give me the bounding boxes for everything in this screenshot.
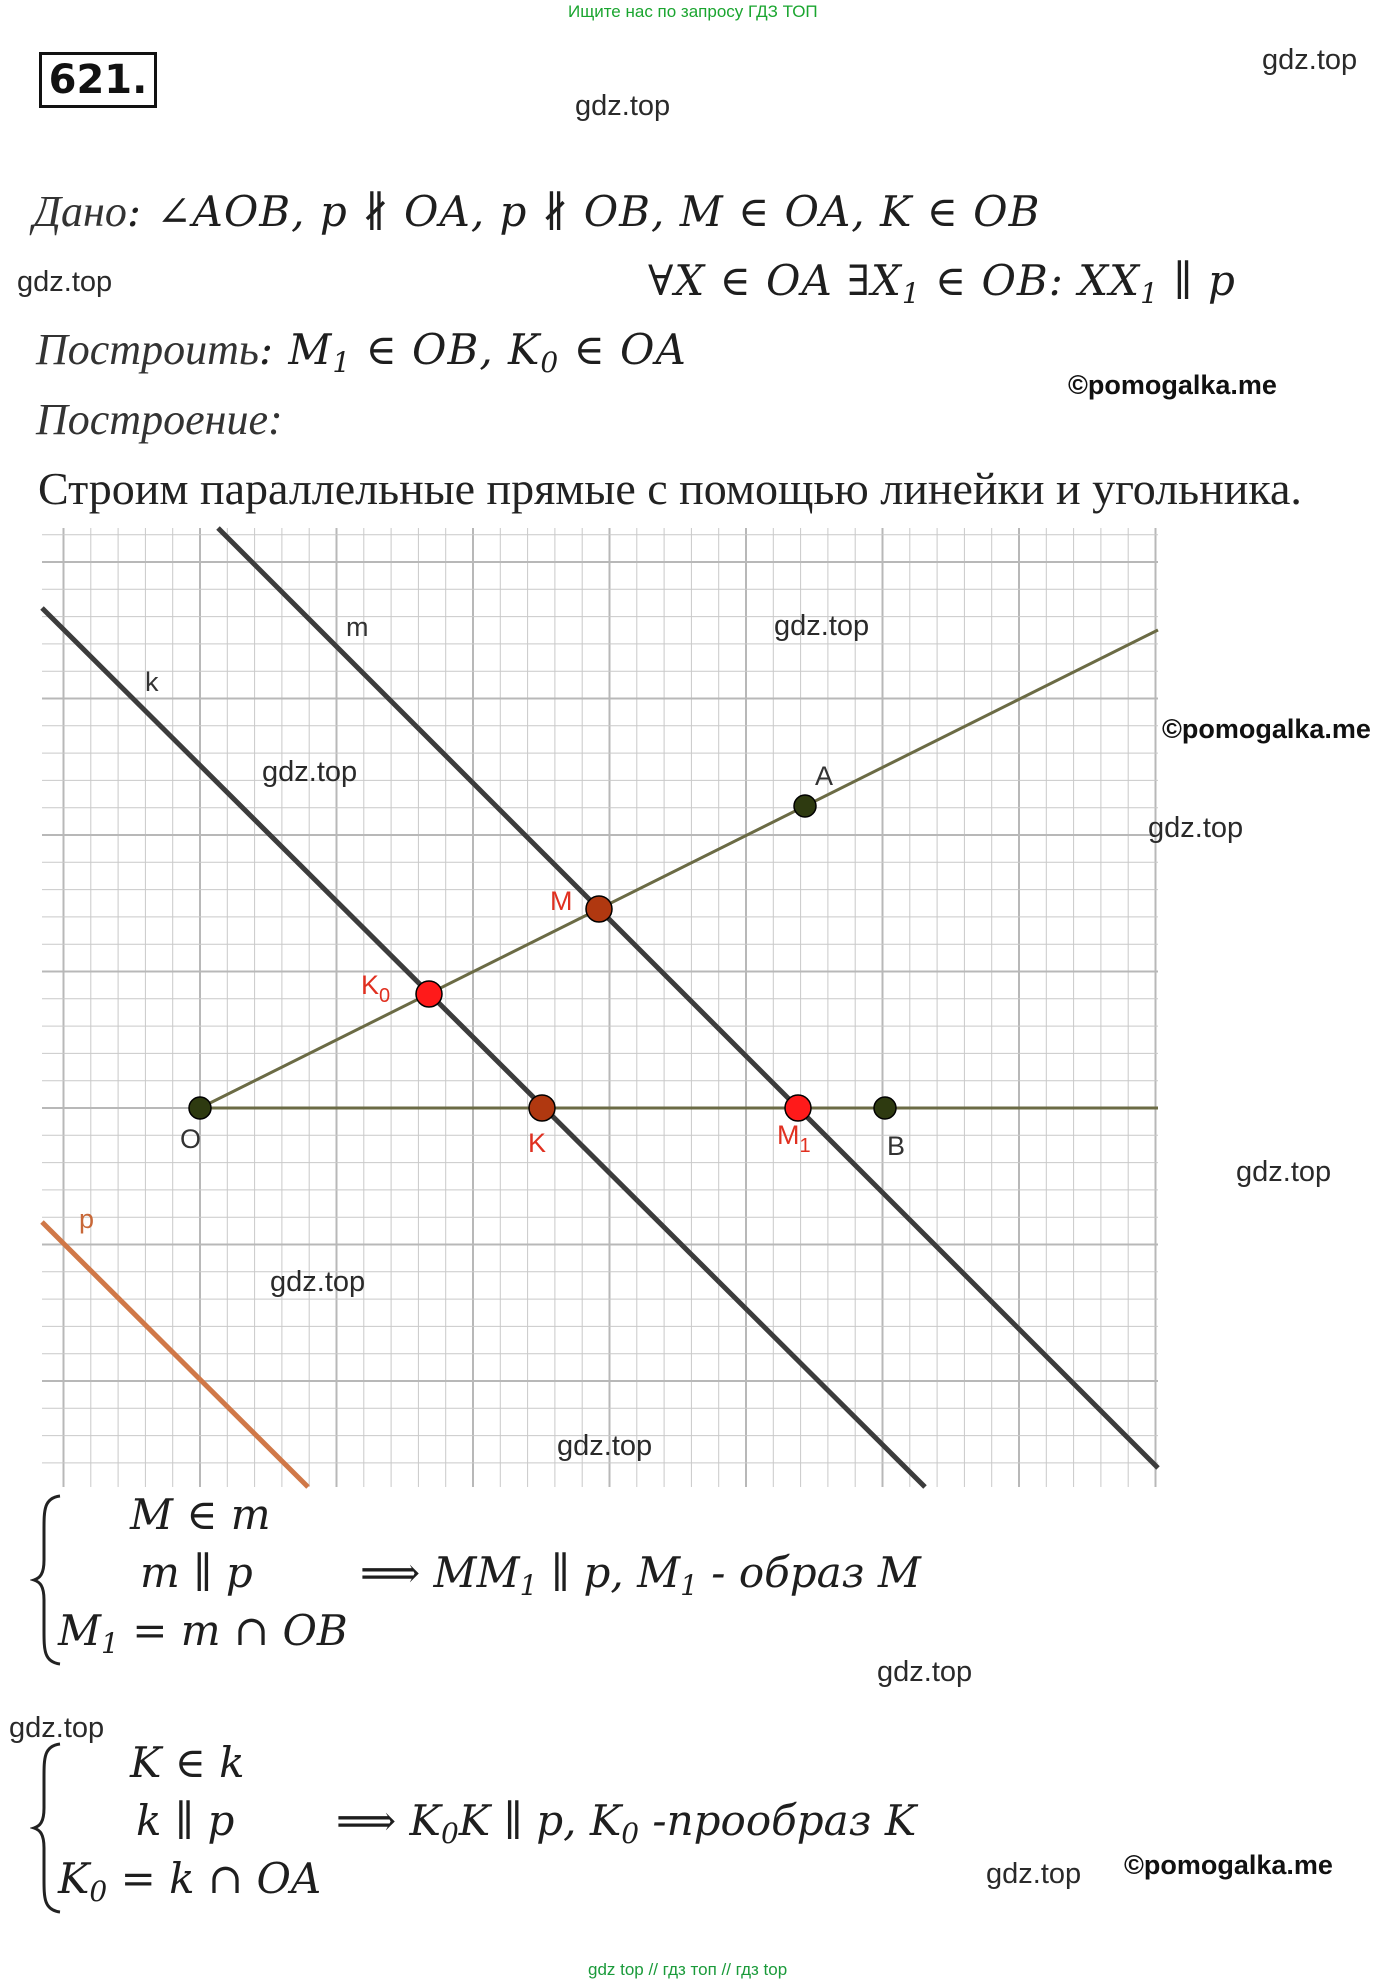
system-1-row-1: M ∈ m	[130, 1490, 271, 1539]
watermark-pomogalka: ©pomogalka.me	[1162, 714, 1371, 744]
point-M1	[785, 1095, 811, 1121]
point-O	[189, 1097, 211, 1119]
label-p: p	[79, 1204, 95, 1234]
given-condition: ∀X ∈ OA $\exists X_1$ ∈ OB: $XX_1$ ∥ p	[648, 256, 1236, 310]
system-2-row-1: K ∈ k	[130, 1738, 245, 1787]
system-1	[30, 1490, 1030, 1670]
problem-number: 621.	[39, 52, 157, 108]
construct-label: Построить	[36, 325, 259, 374]
watermark-pomogalka: ©pomogalka.me	[1124, 1850, 1333, 1880]
watermark-gdz: gdz.top	[1236, 1156, 1332, 1188]
point-K	[529, 1095, 555, 1121]
line-p	[42, 1222, 308, 1487]
point-B	[874, 1097, 896, 1119]
system-2	[30, 1738, 1030, 1918]
label-O: O	[180, 1124, 202, 1154]
label-m: m	[346, 612, 369, 642]
system-1-row-3: $M_1 = m$ ∩ OB	[58, 1606, 348, 1660]
label-k: k	[145, 667, 159, 697]
label-K0: $K_0$	[361, 970, 391, 1007]
watermark-gdz: gdz.top	[1148, 812, 1244, 844]
watermark-gdz: gdz.top	[877, 1656, 973, 1688]
system-2-row-2: k ∥ p	[136, 1796, 235, 1845]
construction-label: Построение	[36, 395, 268, 444]
point-A	[794, 795, 816, 817]
watermark-gdz: gdz.top	[774, 610, 870, 642]
watermark-gdz: gdz.top	[9, 1712, 105, 1744]
given-text: : ∠AOB, p ∦ OA, p ∦ OB, M ∈ OA, K ∈ OB	[126, 187, 1041, 236]
given-label: Дано	[33, 187, 127, 236]
label-B: B	[887, 1131, 906, 1161]
point-M	[586, 896, 612, 922]
footer-links: gdz top // гдз топ // гдз top	[588, 1960, 788, 1979]
system-1-result: ⟹ $MM_1$ ∥ p, $M_1$ - образ M	[360, 1548, 921, 1602]
watermark-gdz: gdz.top	[986, 1858, 1082, 1890]
line-m	[218, 528, 1158, 1468]
point-K0	[416, 981, 442, 1007]
system-2-result: ⟹ $K_0K$ ∥ p, $K_0$ -прообраз K	[336, 1796, 917, 1850]
ray-OA	[200, 630, 1158, 1108]
system-1-row-2: m ∥ p	[140, 1548, 253, 1597]
construction-heading: Построение:	[36, 395, 283, 444]
search-hint: Ищите нас по запросу ГДЗ ТОП	[568, 2, 818, 21]
label-K: K	[528, 1128, 547, 1158]
watermark-gdz: gdz.top	[17, 266, 113, 298]
label-M: M	[550, 886, 573, 916]
watermark-gdz: gdz.top	[262, 756, 358, 788]
grid	[42, 528, 1158, 1487]
system-2-row-3: $K_0 = k$ ∩ OA	[58, 1854, 322, 1908]
watermark-gdz: gdz.top	[1262, 44, 1358, 76]
watermark-gdz: gdz.top	[270, 1266, 366, 1298]
construct-line: Построить: M1 ∈ OB, K0 ∈ OA	[36, 325, 687, 379]
label-M1: $M_1$	[777, 1120, 811, 1157]
watermark-pomogalka: ©pomogalka.me	[1068, 370, 1277, 400]
label-A: A	[815, 761, 834, 791]
watermark-gdz: gdz.top	[575, 90, 671, 122]
construction-sentence: Строим параллельные прямые с помощью линейки и угольника.	[38, 463, 1302, 514]
watermark-gdz: gdz.top	[557, 1430, 653, 1462]
